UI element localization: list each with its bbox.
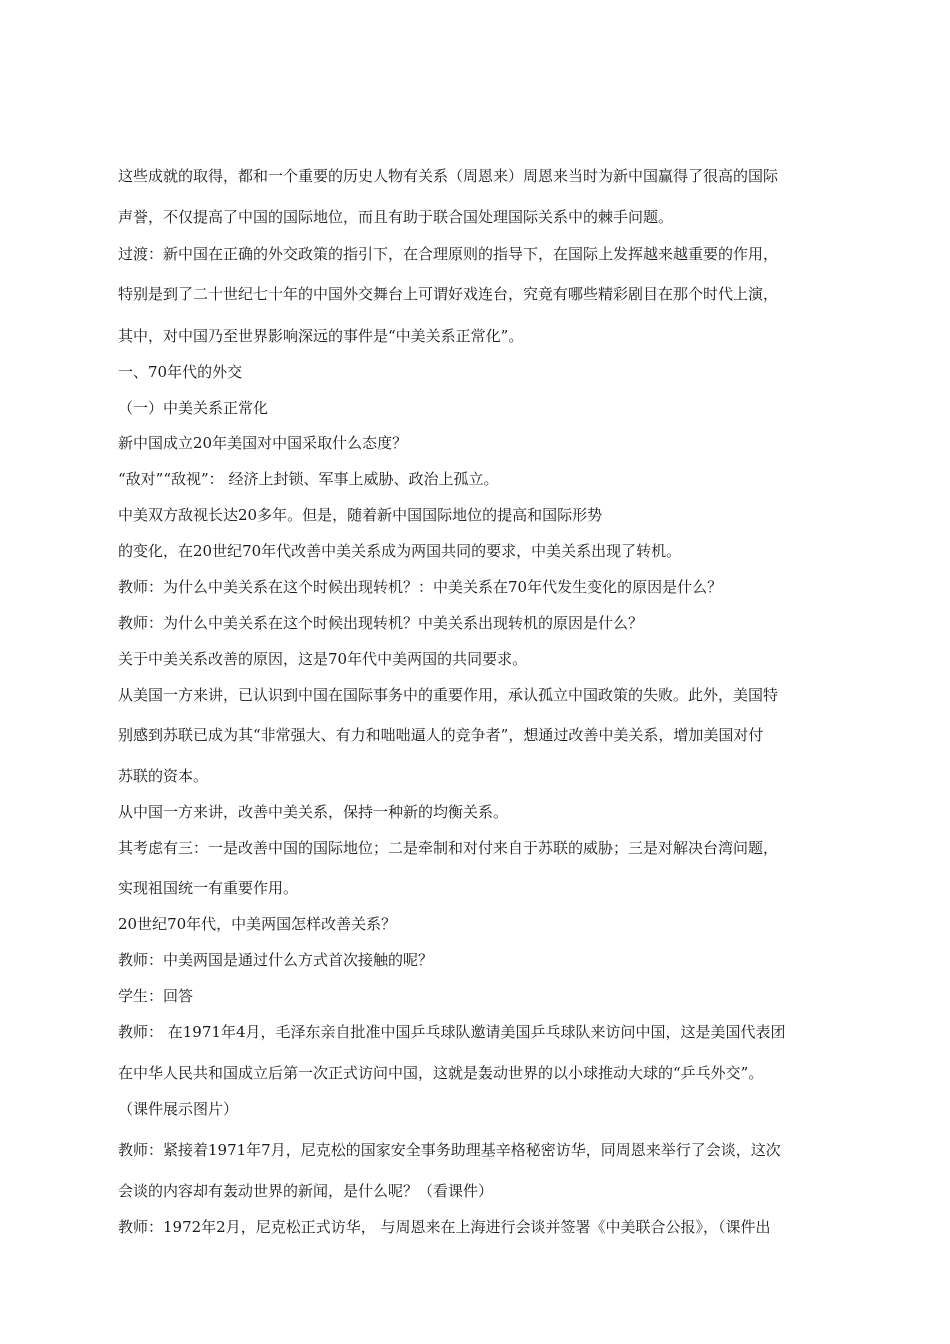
text-line: 其考虑有三：一是改善中国的国际地位；二是牵制和对付来自于苏联的威胁；三是对解决台湾问题， bbox=[118, 839, 779, 857]
text-line: 的变化，在20世纪70年代改善中美关系成为两国共同的要求，中美关系出现了转机。 bbox=[118, 542, 682, 560]
text-line: 会谈的内容却有轰动世界的新闻，是什么呢？（看课件） bbox=[118, 1182, 494, 1200]
text-line: 这些成就的取得，都和一个重要的历史人物有关系（周恩来）周恩来当时为新中国赢得了很高的国际 bbox=[118, 167, 779, 185]
text-line: 关于中美关系改善的原因，这是70年代中美两国的共同要求。 bbox=[118, 650, 528, 668]
text-line: 教师：为什么中美关系在这个时候出现转机？：中美关系在70年代发生变化的原因是什么？ bbox=[118, 578, 723, 596]
text-line: 声誉，不仅提高了中国的国际地位，而且有助于联合国处理国际关系中的棘手问题。 bbox=[118, 208, 674, 226]
text-line: 教师：为什么中美关系在这个时候出现转机？中美关系出现转机的原因是什么？ bbox=[118, 614, 644, 632]
text-line: 新中国成立20年美国对中国采取什么态度？ bbox=[118, 434, 408, 452]
text-line: 实现祖国统一有重要作用。 bbox=[118, 879, 299, 897]
text-line: 教师：中美两国是通过什么方式首次接触的呢？ bbox=[118, 951, 434, 969]
text-line: 从中国一方来讲，改善中美关系，保持一种新的均衡关系。 bbox=[118, 803, 509, 821]
text-line: 教师：1972年2月，尼克松正式访华， 与周恩来在上海进行会谈并签署《中美联合公报》，（课件出 bbox=[118, 1218, 771, 1236]
text-line: 过渡：新中国在正确的外交政策的指引下，在合理原则的指导下，在国际上发挥越来越重要的作用， bbox=[118, 245, 779, 263]
text-line: 其中，对中国乃至世界影响深远的事件是“中美关系正常化”。 bbox=[118, 327, 524, 345]
text-line: 特别是到了二十世纪七十年的中国外交舞台上可谓好戏连台，究竟有哪些精彩剧目在那个时代上演， bbox=[118, 285, 779, 303]
text-line: 别感到苏联已成为其“非常强大、有力和咄咄逼人的竞争者”，想通过改善中美关系，增加美国对付 bbox=[118, 726, 764, 744]
text-line: 从美国一方来讲，已认识到中国在国际事务中的重要作用，承认孤立中国政策的失败。此外，美国特 bbox=[118, 686, 779, 704]
text-line: 20世纪70年代，中美两国怎样改善关系？ bbox=[118, 915, 397, 933]
text-line: 苏联的资本。 bbox=[118, 767, 209, 785]
subsection-heading: （一）中美关系正常化 bbox=[118, 399, 269, 417]
text-line: 教师：紧接着1971年7月，尼克松的国家安全事务助理基辛格秘密访华，同周恩来举行了会谈，这次 bbox=[118, 1141, 781, 1159]
text-line: “敌对”“敌视”： 经济上封锁、军事上威胁、政治上孤立。 bbox=[118, 470, 499, 488]
text-line: 学生：回答 bbox=[118, 987, 194, 1005]
text-line: 中美双方敌视长达20多年。但是，随着新中国国际地位的提高和国际形势 bbox=[118, 506, 603, 524]
text-line: （课件展示图片） bbox=[118, 1100, 239, 1118]
text-line: 教师： 在1971年4月，毛泽东亲自批准中国乒乓球队邀请美国乒乓球队来访问中国，这是美国代表团 bbox=[118, 1023, 786, 1041]
section-heading: 一、70年代的外交 bbox=[118, 363, 243, 381]
text-line: 在中华人民共和国成立后第一次正式访问中国，这就是轰动世界的以小球推动大球的“乒乓外交”。 bbox=[118, 1064, 764, 1082]
